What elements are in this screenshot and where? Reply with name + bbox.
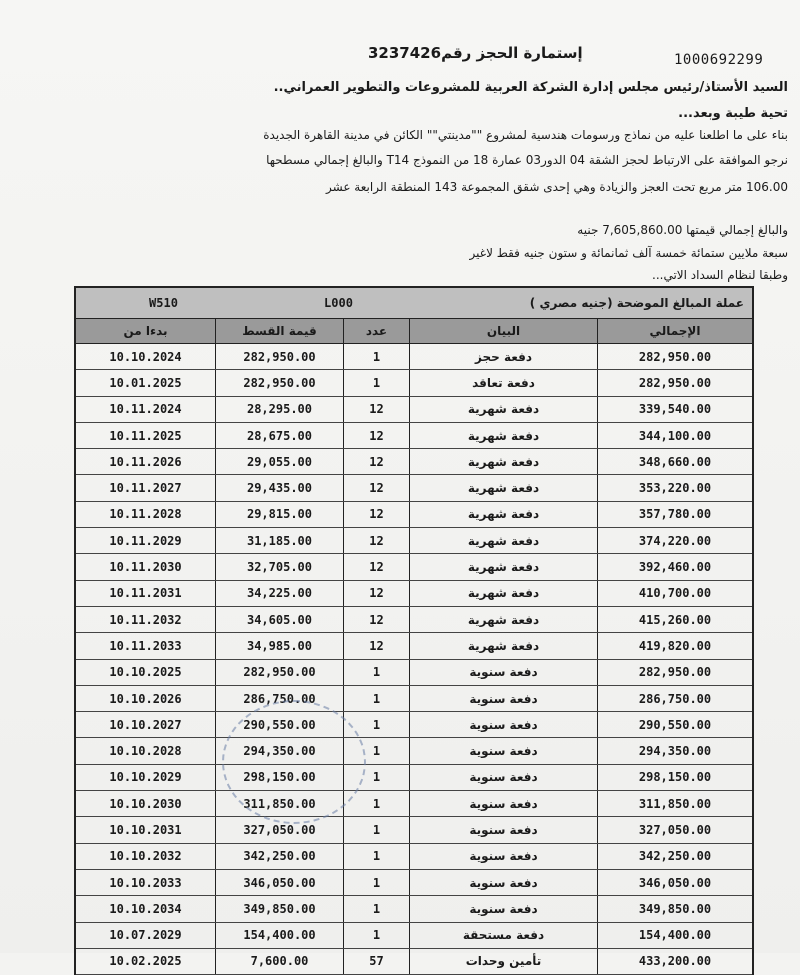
count-cell: 1	[344, 765, 410, 790]
total-cell: 339,540.00	[638, 402, 712, 417]
description-cell: دفعة شهرية	[410, 607, 598, 632]
installment-cell: 154,400.00	[216, 923, 344, 948]
total-cell: 346,050.00	[638, 875, 712, 890]
installment-cell: 282,950.00	[216, 370, 344, 395]
count-cell: 12	[344, 607, 410, 632]
description-cell: دفعة سنوية	[410, 791, 598, 816]
column-headers	[76, 319, 752, 344]
description-cell: دفعة شهرية	[410, 397, 598, 422]
start-date-cell: 10.10.2024	[76, 344, 216, 369]
start-date-cell: 10.10.2031	[76, 817, 216, 842]
column-header-total: الإجمالي	[649, 324, 701, 338]
letter-line-5: سبعة ملايين ستمائة خمسة آلف ثمانمائة و ستون جنيه فقط لاغير	[469, 246, 788, 260]
count-cell: 12	[344, 528, 410, 553]
count-cell: 1	[344, 370, 410, 395]
total-cell: 282,950.00	[638, 665, 712, 680]
description-cell: تأمين وحدات	[410, 949, 598, 974]
total-cell: 433,200.00	[638, 954, 712, 969]
table-row	[76, 817, 752, 843]
count-cell: 1	[344, 791, 410, 816]
installment-cell: 34,225.00	[216, 581, 344, 606]
table-row	[76, 475, 752, 501]
table-row	[76, 344, 752, 370]
table-row	[76, 449, 752, 475]
table-row	[76, 686, 752, 712]
count-cell: 1	[344, 817, 410, 842]
description-cell: دفعة شهرية	[410, 554, 598, 579]
total-cell: 294,350.00	[638, 744, 712, 759]
count-cell: 12	[344, 554, 410, 579]
table-body	[76, 344, 752, 975]
count-cell: 12	[344, 475, 410, 500]
installment-cell: 32,705.00	[216, 554, 344, 579]
description-cell: دفعة شهرية	[410, 502, 598, 527]
start-date-cell: 10.11.2025	[76, 423, 216, 448]
count-cell: 12	[344, 423, 410, 448]
count-cell: 12	[344, 633, 410, 658]
description-cell: دفعة شهرية	[410, 581, 598, 606]
installment-cell: 327,050.00	[216, 817, 344, 842]
reference-number: 1000692299	[674, 52, 764, 68]
total-cell: 348,660.00	[638, 454, 712, 469]
installment-cell: 346,050.00	[216, 870, 344, 895]
description-cell: دفعة حجز	[410, 344, 598, 369]
total-cell: 298,150.00	[638, 770, 712, 785]
description-cell: دفعة سنوية	[410, 660, 598, 685]
column-header-description: البيان	[410, 319, 598, 343]
installment-cell: 29,815.00	[216, 502, 344, 527]
description-cell: دفعة سنوية	[410, 870, 598, 895]
total-cell: 286,750.00	[638, 691, 712, 706]
description-cell: دفعة شهرية	[410, 449, 598, 474]
description-cell: دفعة سنوية	[410, 712, 598, 737]
letter-line-4: والبالغ إجمالي قيمتها 7,605,860.00 جنيه	[577, 223, 788, 237]
total-cell: 419,820.00	[638, 638, 712, 653]
count-cell: 12	[344, 581, 410, 606]
count-cell: 1	[344, 844, 410, 869]
description-cell: دفعة سنوية	[410, 686, 598, 711]
start-date-cell: 10.02.2025	[76, 949, 216, 974]
total-cell: 154,400.00	[638, 928, 712, 943]
total-cell: 410,700.00	[638, 586, 712, 601]
header-codes	[76, 296, 426, 310]
count-cell: 1	[344, 896, 410, 921]
total-cell: 349,850.00	[638, 901, 712, 916]
total-cell: 327,050.00	[638, 822, 712, 837]
table-row	[76, 844, 752, 870]
description-cell: دفعة سنوية	[410, 765, 598, 790]
column-header-start: بدءا من	[76, 319, 216, 343]
installment-cell: 28,295.00	[216, 397, 344, 422]
installment-cell: 286,750.00	[216, 686, 344, 711]
total-cell: 357,780.00	[638, 507, 712, 522]
table-row	[76, 528, 752, 554]
total-cell: 392,460.00	[638, 560, 712, 575]
installment-cell: 31,185.00	[216, 528, 344, 553]
count-cell: 12	[344, 397, 410, 422]
installment-cell: 282,950.00	[216, 660, 344, 685]
start-date-cell: 10.11.2032	[76, 607, 216, 632]
table-row	[76, 370, 752, 396]
installment-cell: 29,435.00	[216, 475, 344, 500]
start-date-cell: 10.10.2029	[76, 765, 216, 790]
start-date-cell: 10.11.2026	[76, 449, 216, 474]
installment-cell: 34,985.00	[216, 633, 344, 658]
installment-cell: 28,675.00	[216, 423, 344, 448]
header-code: L000	[324, 296, 353, 310]
salutation: السيد الأستاذ/رئيس مجلس إدارة الشركة العربية للمشروعات والتطوير العمراني..	[273, 80, 788, 95]
letter-line-1: بناء على ما اطلعنا عليه من نماذج ورسومات هندسية لمشروع ""مدينتي"" الكائن في مدينة القاهرة الجديدة	[263, 128, 788, 142]
start-date-cell: 10.11.2028	[76, 502, 216, 527]
letter-line-3: 106.00 متر مربع تحت العجز والزيادة وهي إحدى شقق المجموعة 143 المنطقة الرابعة عشر	[326, 180, 788, 194]
description-cell: دفعة شهرية	[410, 528, 598, 553]
start-date-cell: 10.11.2033	[76, 633, 216, 658]
start-date-cell: 10.07.2029	[76, 923, 216, 948]
count-cell: 1	[344, 660, 410, 685]
table-row	[76, 870, 752, 896]
table-row	[76, 896, 752, 922]
payment-schedule-table	[74, 286, 754, 975]
start-date-cell: 10.10.2028	[76, 738, 216, 763]
header-code: W510	[149, 296, 178, 310]
total-cell: 342,250.00	[638, 849, 712, 864]
total-cell: 290,550.00	[638, 717, 712, 732]
table-row	[76, 502, 752, 528]
count-cell: 1	[344, 738, 410, 763]
table-row	[76, 712, 752, 738]
table-row	[76, 791, 752, 817]
start-date-cell: 10.01.2025	[76, 370, 216, 395]
description-cell: دفعة سنوية	[410, 844, 598, 869]
letter-line-6: وطبقا لنظام السداد الاتي...	[652, 268, 788, 282]
count-cell: 12	[344, 502, 410, 527]
table-row	[76, 660, 752, 686]
start-date-cell: 10.10.2032	[76, 844, 216, 869]
description-cell: دفعة سنوية	[410, 896, 598, 921]
description-cell: دفعة مستحقة	[410, 923, 598, 948]
description-cell: دفعة سنوية	[410, 738, 598, 763]
total-cell: 353,220.00	[638, 481, 712, 496]
currency-label: عملة المبالغ الموضحة (جنيه مصري )	[529, 296, 744, 310]
start-date-cell: 10.10.2026	[76, 686, 216, 711]
installment-cell: 290,550.00	[216, 712, 344, 737]
count-cell: 1	[344, 870, 410, 895]
start-date-cell: 10.11.2024	[76, 397, 216, 422]
installment-cell: 298,150.00	[216, 765, 344, 790]
installment-cell: 29,055.00	[216, 449, 344, 474]
total-cell: 282,950.00	[638, 375, 712, 390]
total-cell: 374,220.00	[638, 533, 712, 548]
table-row	[76, 607, 752, 633]
column-header-installment: قيمة القسط	[216, 319, 344, 343]
total-cell: 415,260.00	[638, 612, 712, 627]
start-date-cell: 10.11.2031	[76, 581, 216, 606]
count-cell: 1	[344, 923, 410, 948]
start-date-cell: 10.11.2029	[76, 528, 216, 553]
start-date-cell: 10.10.2027	[76, 712, 216, 737]
total-cell: 311,850.00	[638, 796, 712, 811]
table-header-bar	[76, 288, 752, 319]
total-cell: 344,100.00	[638, 428, 712, 443]
table-row	[76, 738, 752, 764]
description-cell: دفعة سنوية	[410, 817, 598, 842]
total-cell: 282,950.00	[638, 349, 712, 364]
installment-cell: 342,250.00	[216, 844, 344, 869]
table-row	[76, 581, 752, 607]
description-cell: دفعة شهرية	[410, 475, 598, 500]
greeting: تحية طيبة وبعد...	[678, 106, 788, 121]
installment-cell: 7,600.00	[216, 949, 344, 974]
letter-line-2: نرجو الموافقة على الارتباط لحجز الشقة 04 الدور03 عمارة 18 من النموذج T14 والبالغ إجمالي مسطحها	[266, 153, 788, 167]
table-row	[76, 923, 752, 949]
description-cell: دفعة شهرية	[410, 633, 598, 658]
start-date-cell: 10.11.2027	[76, 475, 216, 500]
start-date-cell: 10.10.2033	[76, 870, 216, 895]
count-cell: 1	[344, 344, 410, 369]
start-date-cell: 10.10.2034	[76, 896, 216, 921]
column-header-count: عدد	[344, 319, 410, 343]
table-row	[76, 397, 752, 423]
installment-cell: 34,605.00	[216, 607, 344, 632]
start-date-cell: 10.10.2025	[76, 660, 216, 685]
form-title: إستمارة الحجز رقم3237426	[368, 44, 583, 62]
table-row	[76, 423, 752, 449]
start-date-cell: 10.10.2030	[76, 791, 216, 816]
installment-cell: 282,950.00	[216, 344, 344, 369]
installment-cell: 349,850.00	[216, 896, 344, 921]
table-row	[76, 765, 752, 791]
count-cell: 57	[344, 949, 410, 974]
table-row	[76, 554, 752, 580]
start-date-cell: 10.11.2030	[76, 554, 216, 579]
count-cell: 1	[344, 686, 410, 711]
installment-cell: 294,350.00	[216, 738, 344, 763]
table-row	[76, 633, 752, 659]
count-cell: 12	[344, 449, 410, 474]
count-cell: 1	[344, 712, 410, 737]
description-cell: دفعة تعاقد	[410, 370, 598, 395]
description-cell: دفعة شهرية	[410, 423, 598, 448]
installment-cell: 311,850.00	[216, 791, 344, 816]
